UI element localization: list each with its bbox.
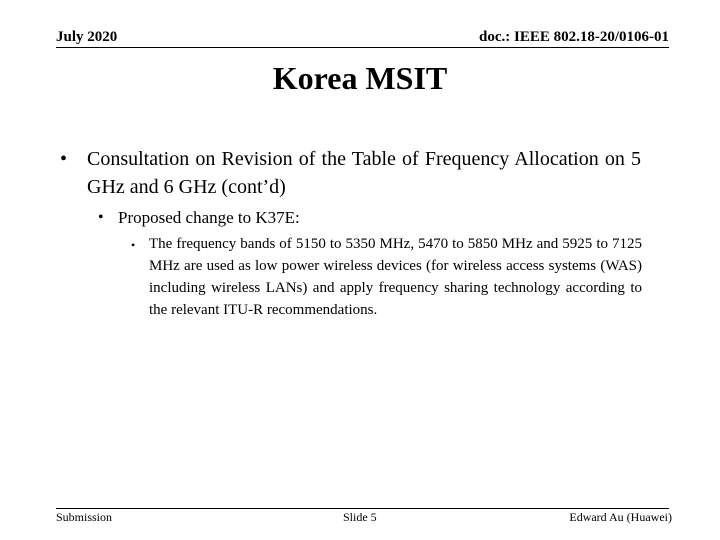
header-divider (56, 47, 669, 48)
level2-text: Proposed change to K37E: (118, 208, 300, 227)
footer-divider (56, 508, 669, 509)
level3-bullet: • (131, 238, 136, 252)
footer-author: Edward Au (Huawei) (569, 510, 672, 524)
level1-bullet: • (60, 148, 68, 170)
level3-text: The frequency bands of 5150 to 5350 MHz, 5470 to 5850 MHz and 5925 to 7125 MHz are used as low power wireless devices (for wireless access systems (WAS) including wireless LANs) and apply frequency sharing technology according to the relevant ITU-R recommendations. (149, 236, 642, 318)
level1-text: Consultation on Revision of the Table of Frequency Allocation on 5 GHz and 6 GHz (cont’d) (87, 148, 641, 198)
slide-title: Korea MSIT (272, 60, 448, 96)
header-date: July 2020 (56, 29, 118, 45)
level2-bullet: • (98, 209, 104, 226)
footer-slide-number: Slide 5 (343, 510, 377, 524)
footer-submission: Submission (56, 510, 113, 524)
header-doc-id: doc.: IEEE 802.18-20/0106-01 (478, 29, 669, 45)
